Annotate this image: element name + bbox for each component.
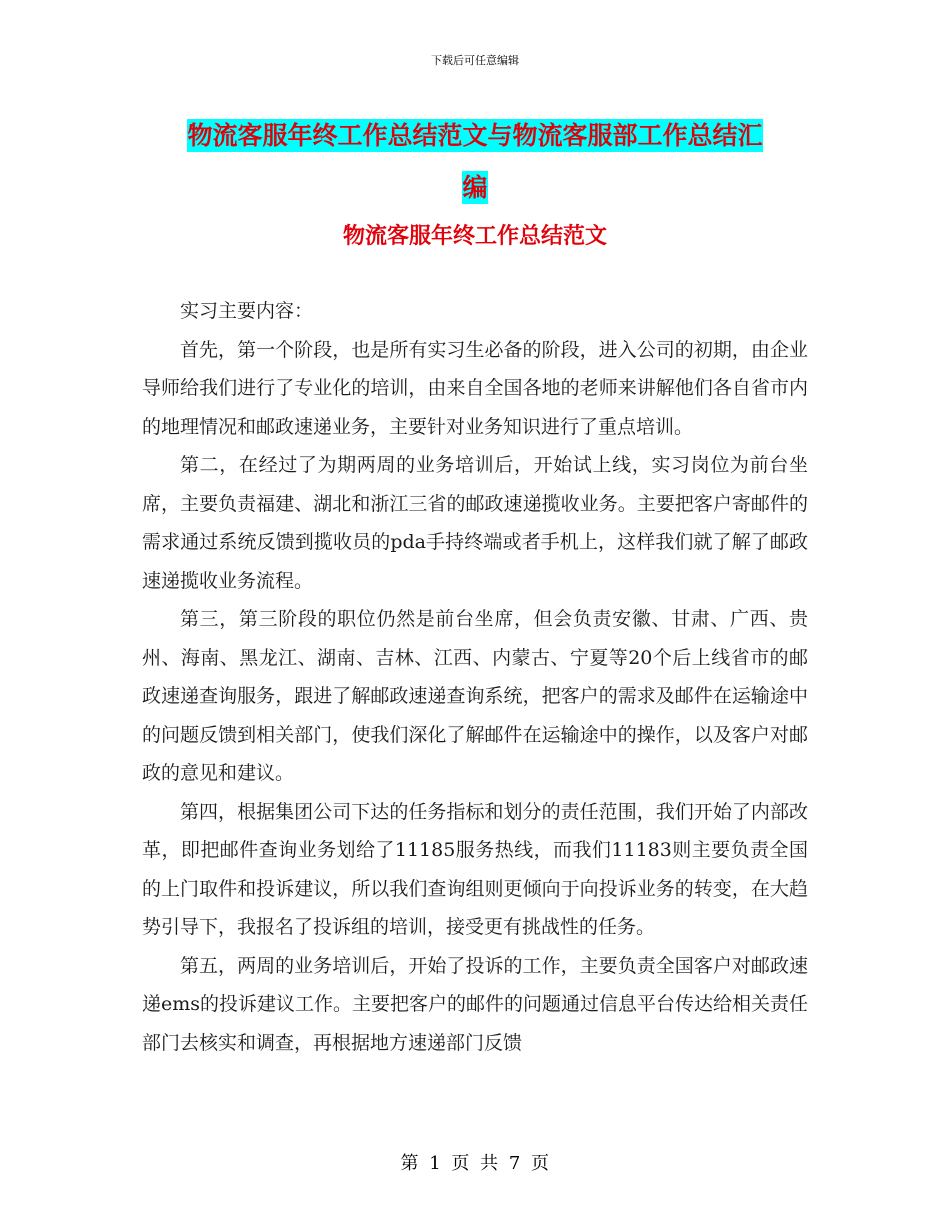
footer-total-pages: 7	[508, 1153, 521, 1174]
paragraph-stage-2: 第二，在经过了为期两周的业务培训后，开始试上线，实习岗位为前台坐席，主要负责福建、湖北和浙江三省的邮政速递揽收业务。主要把客户寄邮件的需求通过系统反馈到揽收员的pda手持终端或者手机上，这样我们就了解了邮政速递揽收业务流程。	[142, 454, 808, 592]
paragraph-intro: 实习主要内容：	[180, 300, 314, 322]
footer-current-page: 1	[429, 1153, 442, 1174]
paragraph-stage-3: 第三，第三阶段的职位仍然是前台坐席，但会负责安徽、甘肃、广西、贵州、海南、黑龙江、湖南、吉林、江西、内蒙古、宁夏等20个后上线省市的邮政速递查询服务，跟进了解邮政速递查询系统，把客户的需求及邮件在运输途中的问题反馈到相关部门，使我们深化了解邮件在运输途中的操作，以及客户对邮政的意见和建议。	[142, 608, 808, 784]
document-title	[120, 110, 830, 214]
page-footer	[0, 1152, 950, 1176]
paragraph-stage-1: 首先，第一个阶段，也是所有实习生必备的阶段，进入公司的初期，由企业导师给我们进行了专业化的培训，由来自全国各地的老师来讲解他们各自省市内的地理情况和邮政速递业务，主要针对业务知识进行了重点培训。	[142, 338, 808, 438]
paragraph-stage-4: 第四，根据集团公司下达的任务指标和划分的责任范围，我们开始了内部改革，即把邮件查询业务划给了11185服务热线，而我们11183则主要负责全国的上门取件和投诉建议，所以我们查询组则更倾向于向投诉业务的转变，在大趋势引导下，我报名了投诉组的培训，接受更有挑战性的任务。	[142, 800, 808, 938]
paragraph-stage-5: 第五，两周的业务培训后，开始了投诉的工作，主要负责全国客户对邮政速递ems的投诉建议工作。主要把客户的邮件的问题通过信息平台传达给相关责任部门去核实和调查，再根据地方速递部门反馈	[142, 954, 809, 1054]
footer-suffix: 页	[531, 1153, 550, 1174]
document-body	[142, 292, 808, 1062]
document-title-line-1: 物流客服年终工作总结范文与物流客服部工作总结汇	[187, 121, 763, 150]
footer-prefix: 第	[400, 1153, 419, 1174]
document-title-line-2: 编	[462, 173, 488, 202]
section-title: 物流客服年终工作总结范文	[342, 223, 607, 249]
page-header: 下载后可任意编辑	[431, 54, 519, 67]
footer-page-word: 页	[451, 1153, 470, 1174]
footer-total-prefix: 共	[480, 1153, 499, 1174]
